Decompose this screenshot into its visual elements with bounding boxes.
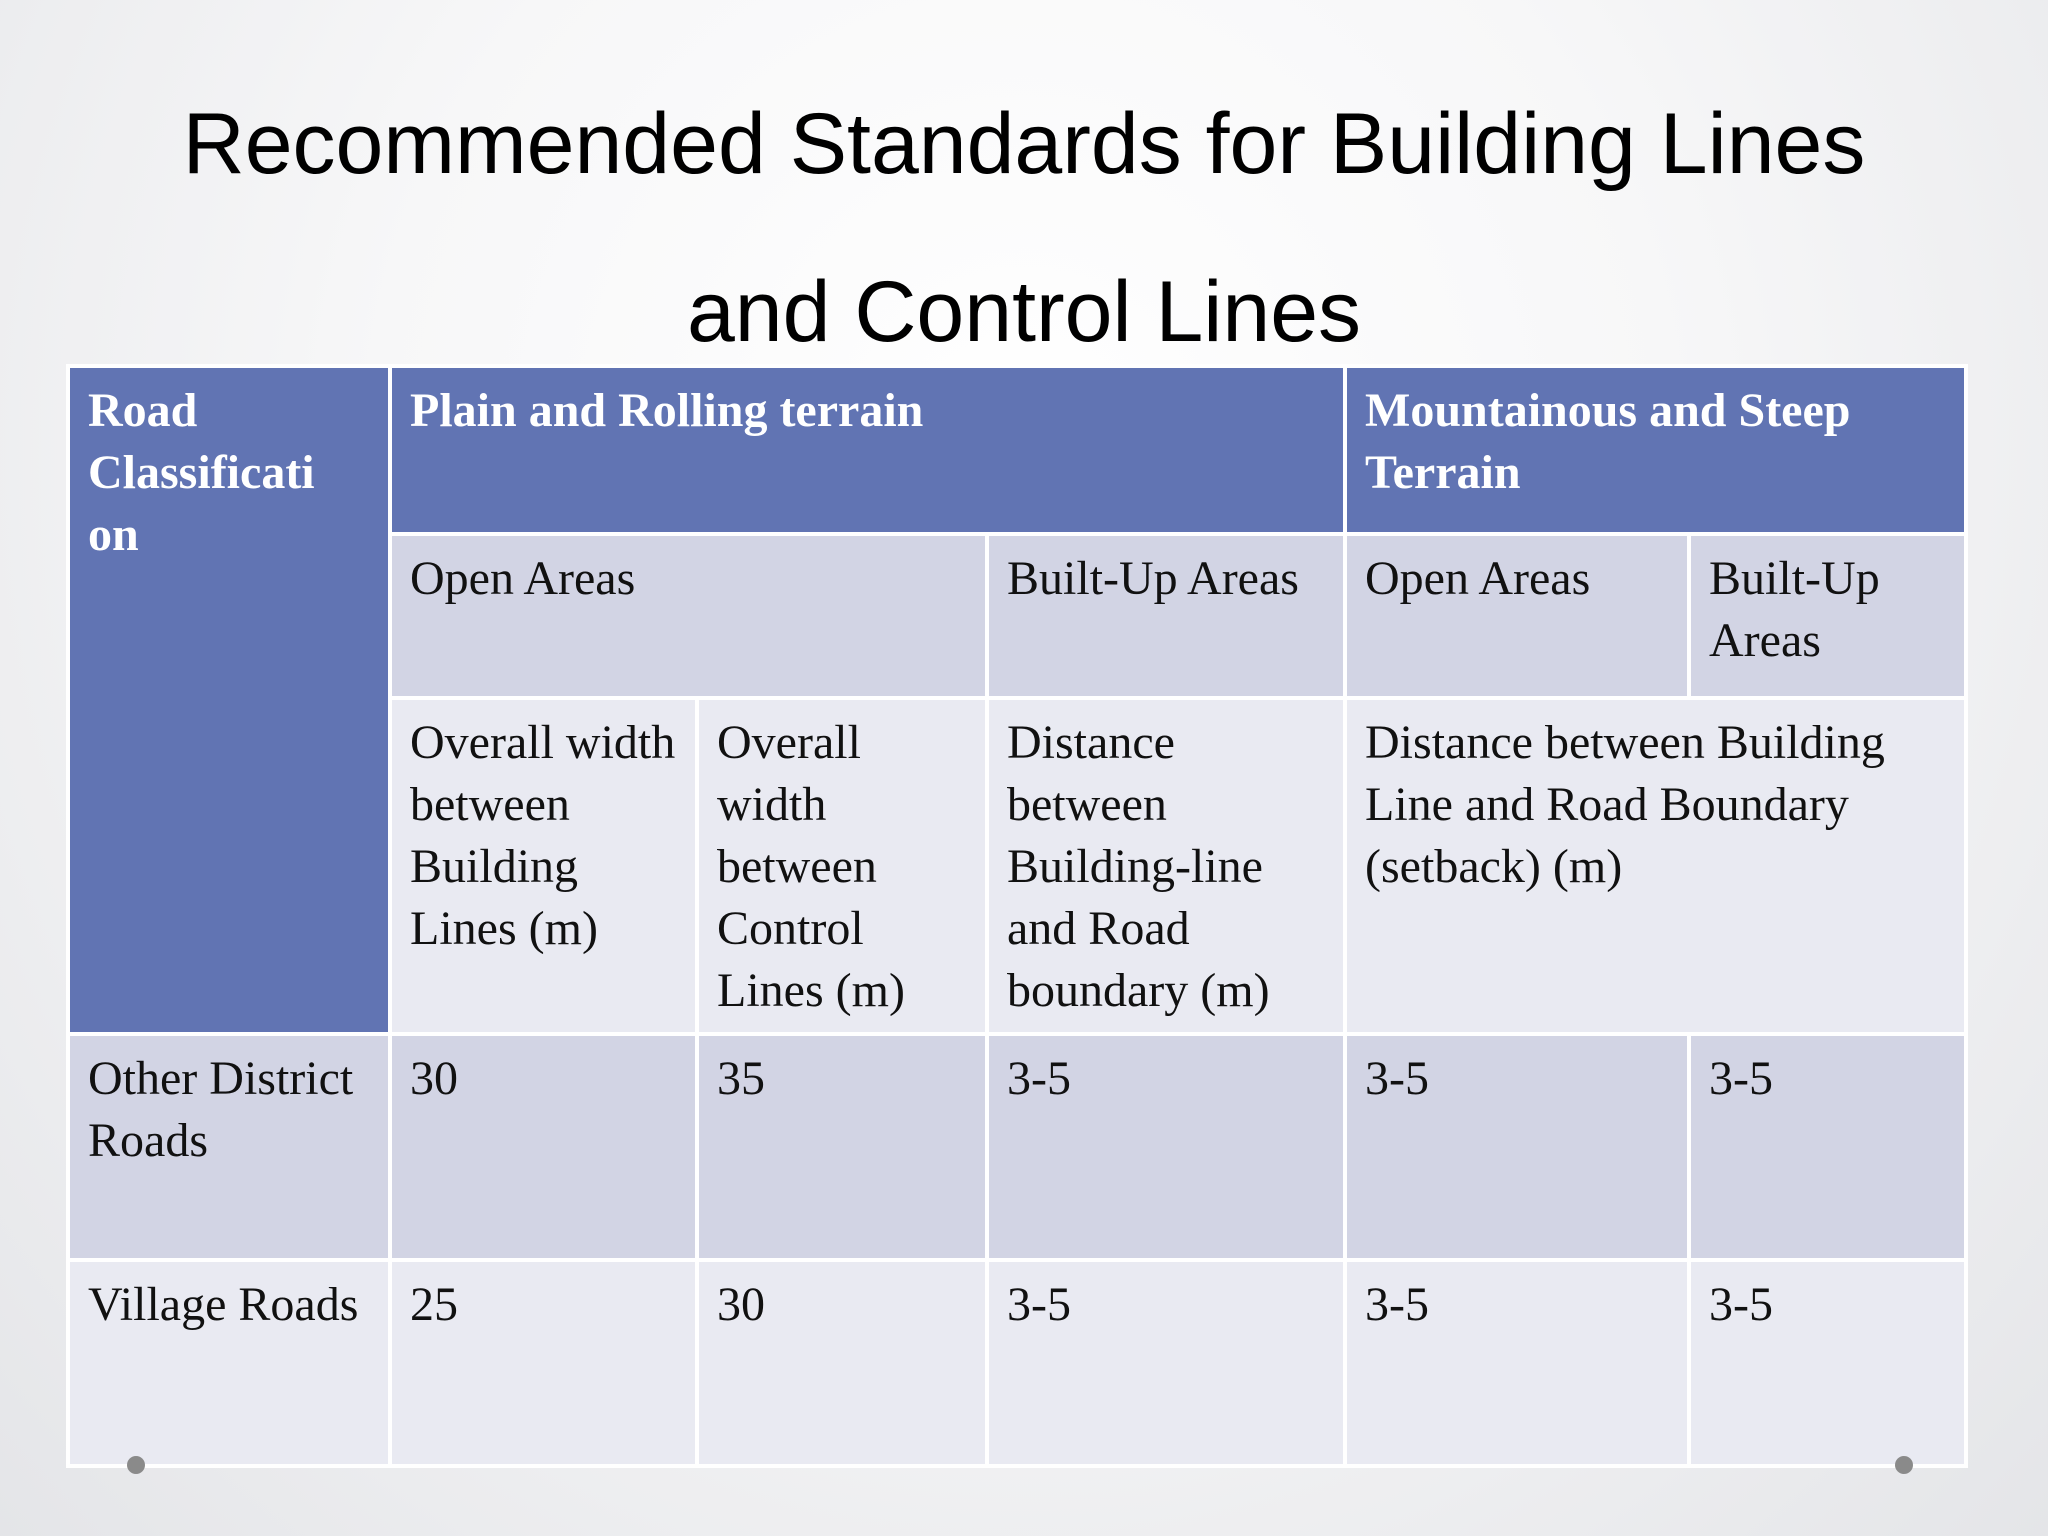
header-road-classification: Road Classificati on: [68, 366, 390, 1034]
cell-plain-built-up: 3-5: [987, 1034, 1345, 1260]
cell-building-lines: 25: [390, 1260, 697, 1466]
row-classification: Village Roads: [68, 1260, 390, 1466]
building-lines-table: [66, 364, 1968, 1468]
cell-mountain-built-up: 3-5: [1689, 1034, 1966, 1260]
cell-mountain-built-up: 3-5: [1689, 1260, 1966, 1466]
slide-title: [0, 60, 2048, 396]
column-building-lines-width: Overall width between Building Lines (m): [390, 698, 697, 1034]
subheader-mountain-open-areas: Open Areas: [1345, 534, 1689, 698]
cell-building-lines: 30: [390, 1034, 697, 1260]
subheader-plain-open-areas: Open Areas: [390, 534, 987, 698]
left-decorative-dot: [127, 1456, 145, 1474]
row-classification: Other District Roads: [68, 1034, 390, 1260]
table-row: [68, 1260, 1966, 1466]
cell-control-lines: 30: [697, 1260, 987, 1466]
slide-title-line-1: Recommended Standards for Building Lines: [182, 96, 1866, 192]
right-decorative-dot: [1895, 1456, 1913, 1474]
table-header-row: [68, 366, 1966, 534]
subheader-plain-built-up-areas: Built-Up Areas: [987, 534, 1345, 698]
subheader-mountain-built-up-areas: Built-Up Areas: [1689, 534, 1966, 698]
column-setback-distance: Distance between Building Line and Road Boundary (setback) (m): [1345, 698, 1966, 1034]
cell-mountain-open: 3-5: [1345, 1034, 1689, 1260]
cell-plain-built-up: 3-5: [987, 1260, 1345, 1466]
cell-control-lines: 35: [697, 1034, 987, 1260]
header-plain-rolling-terrain: Plain and Rolling terrain: [390, 366, 1345, 534]
column-distance-road-boundary: Distance between Building-line and Road boundary (m): [987, 698, 1345, 1034]
cell-mountain-open: 3-5: [1345, 1260, 1689, 1466]
slide-title-line-2: and Control Lines: [686, 264, 1362, 360]
table-row: [68, 1034, 1966, 1260]
column-control-lines-width: Overall width between Control Lines (m): [697, 698, 987, 1034]
header-mountainous-steep-terrain: Mountainous and Steep Terrain: [1345, 366, 1966, 534]
